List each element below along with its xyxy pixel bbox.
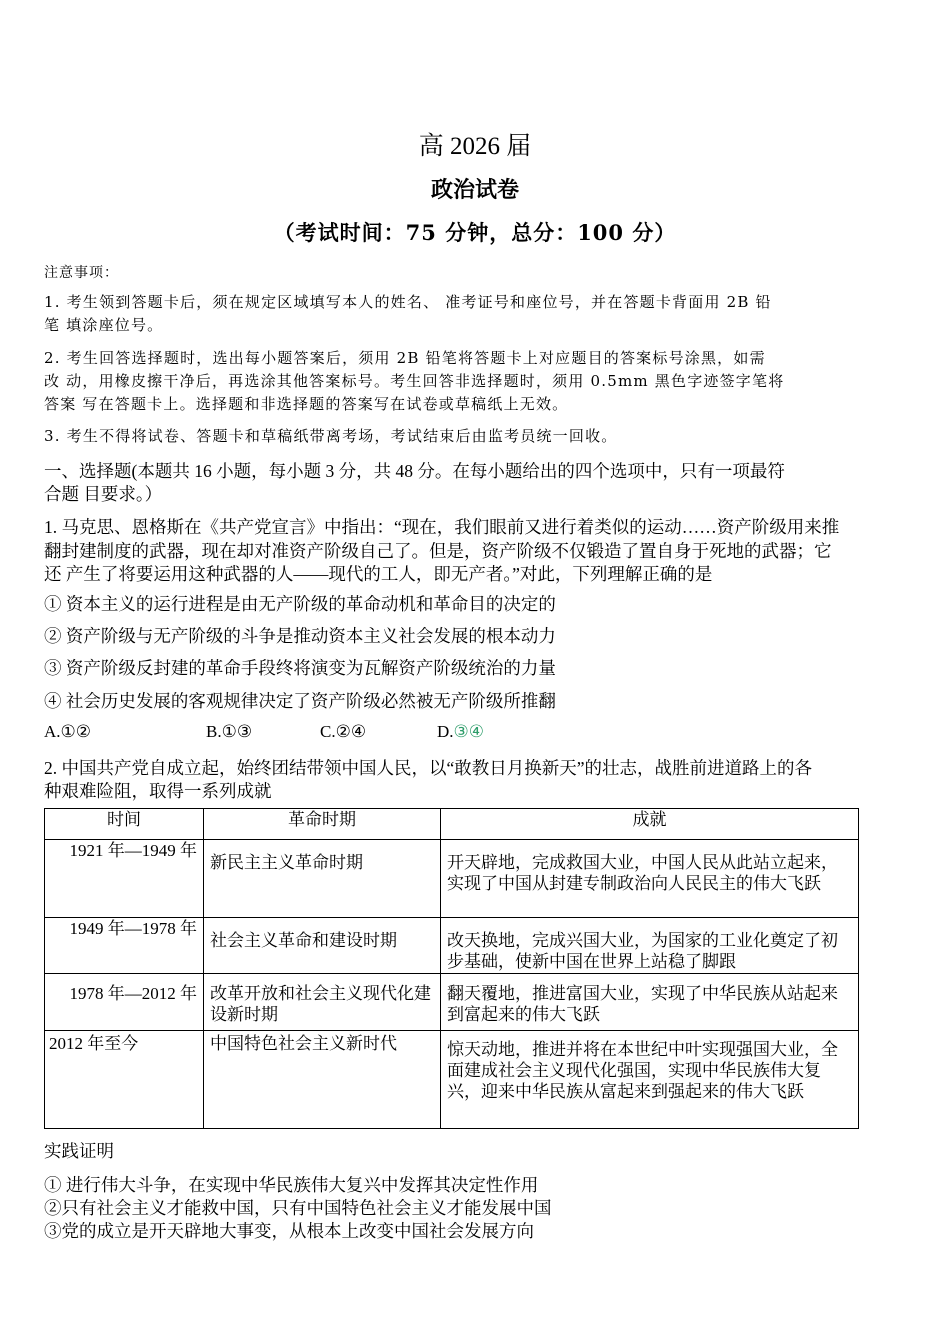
achievements-table <box>44 808 859 1129</box>
cell-period: 改革开放和社会主义现代化建设新时期 <box>204 974 441 1031</box>
q2-statement-1: ① 进行伟大斗争，在实现中华民族伟大复兴中发挥其决定性作用 <box>44 1175 539 1195</box>
cell-time: 1921 年—1949 年 <box>45 840 204 918</box>
cell-time: 2012 年至今 <box>45 1031 204 1129</box>
q2-statement-3: ③党的成立是开天辟地大事变，从根本上改变中国社会发展方向 <box>44 1221 534 1241</box>
q1-option-b: B.①③ <box>206 722 253 741</box>
cell-achievement: 改天换地，完成兴国大业，为国家的工业化奠定了初步基础，使新中国在世界上站稳了脚跟 <box>441 918 859 974</box>
q2-conclusion: 实践证明 <box>44 1141 114 1161</box>
q1-option-c: C.②④ <box>320 722 367 741</box>
note-2-line-3: 答案 写在答题卡上。选择题和非选择题的答案写在试卷或草稿纸上无效。 <box>44 395 569 413</box>
cell-achievement: 开天辟地，完成救国大业，中国人民从此站立起来，实现了中国从封建专制政治向人民民主的伟大飞跃 <box>441 840 859 918</box>
q1-stem-line-1: 1. 马克思、恩格斯在《共产党宣言》中指出：“现在，我们眼前又进行着类似的运动……资产阶级用来推 <box>44 517 840 537</box>
q1-stem-line-3: 还 产生了将要运用这种武器的人——现代的工人，即无产者。”对此，下列理解正确的是 <box>44 564 713 584</box>
cell-achievement: 惊天动地，推进并将在本世纪中叶实现强国大业，全面建成社会主义现代化强国，实现中华民族伟大复兴，迎来中华民族从富起来到强起来的伟大飞跃 <box>441 1031 859 1129</box>
q2-statement-2: ②只有社会主义才能救中国，只有中国特色社会主义才能发展中国 <box>44 1198 552 1218</box>
q1-statement-2: ② 资产阶级与无产阶级的斗争是推动资本主义社会发展的根本动力 <box>44 626 556 646</box>
header-achievement: 成就 <box>441 809 859 840</box>
note-2-line-1: 2. 考生回答选择题时，选出每小题答案后，须用 2B 铅笔将答题卡上对应题目的答案标号涂黑，如需 <box>44 349 766 367</box>
header-time: 时间 <box>45 809 204 840</box>
q1-statement-3: ③ 资产阶级反封建的革命手段终将演变为瓦解资产阶级统治的力量 <box>44 658 556 678</box>
notes-heading: 注意事项： <box>44 265 119 281</box>
q1-statement-4: ④ 社会历史发展的客观规律决定了资产阶级必然被无产阶级所推翻 <box>44 691 556 711</box>
q1-stem-line-2: 翻封建制度的武器，现在却对准资产阶级自己了。但是，资产阶级不仅锻造了置自身于死地的武器；它 <box>44 541 832 561</box>
cell-achievement: 翻天覆地，推进富国大业，实现了中华民族从站起来到富起来的伟大飞跃 <box>441 974 859 1031</box>
note-2-line-2: 改 动，用橡皮擦干净后，再选涂其他答案标号。考生回答非选择题时，须用 0.5mm 黑色字迹签字笔将 <box>44 372 785 390</box>
note-1-line-1: 1. 考生领到答题卡后，须在规定区域填写本人的姓名、 准考证号和座位号，并在答题卡背面用 2B 铅 <box>44 293 772 311</box>
exam-info: （考试时间：75 分钟，总分：100 分） <box>273 220 677 245</box>
header-period: 革命时期 <box>204 809 441 840</box>
note-3: 3. 考生不得将试卷、答题卡和草稿纸带离考场，考试结束后由监考员统一回收。 <box>44 427 618 445</box>
q1-option-a: A.①② <box>44 722 92 741</box>
grade-title: 高 2026 届 <box>418 133 532 160</box>
cell-time: 1949 年—1978 年 <box>45 918 204 974</box>
q2-stem-line-1: 2. 中国共产党自成立起，始终团结带领中国人民，以“敢教日月换新天”的壮志，战胜前进道路上的各 <box>44 758 813 778</box>
subject-title: 政治试卷 <box>430 177 519 203</box>
q2-stem-line-2: 种艰难险阻，取得一系列成就 <box>44 781 272 801</box>
cell-time: 1978 年—2012 年 <box>45 974 204 1031</box>
cell-period: 中国特色社会主义新时代 <box>204 1031 441 1129</box>
cell-period: 新民主主义革命时期 <box>204 840 441 918</box>
section-1-line-2: 合题 目要求。） <box>44 484 163 504</box>
q1-option-d-marks: ③④ <box>453 722 485 741</box>
section-1-line-1: 一、选择题(本题共 16 小题，每小题 3 分，共 48 分。在每小题给出的四个选项中，只有一项最符 <box>44 461 785 481</box>
table-row <box>45 840 859 918</box>
note-1-line-2: 笔 填涂座位号。 <box>44 316 164 334</box>
table-row <box>45 974 859 1031</box>
table-row <box>45 918 859 974</box>
q1-option-d-letter: D. <box>437 722 454 741</box>
table-row <box>45 1031 859 1129</box>
cell-period: 社会主义革命和建设时期 <box>204 918 441 974</box>
q1-statement-1: ① 资本主义的运行进程是由无产阶级的革命动机和革命目的决定的 <box>44 594 556 614</box>
table-header-row <box>45 809 859 840</box>
q1-option-d <box>437 722 484 742</box>
